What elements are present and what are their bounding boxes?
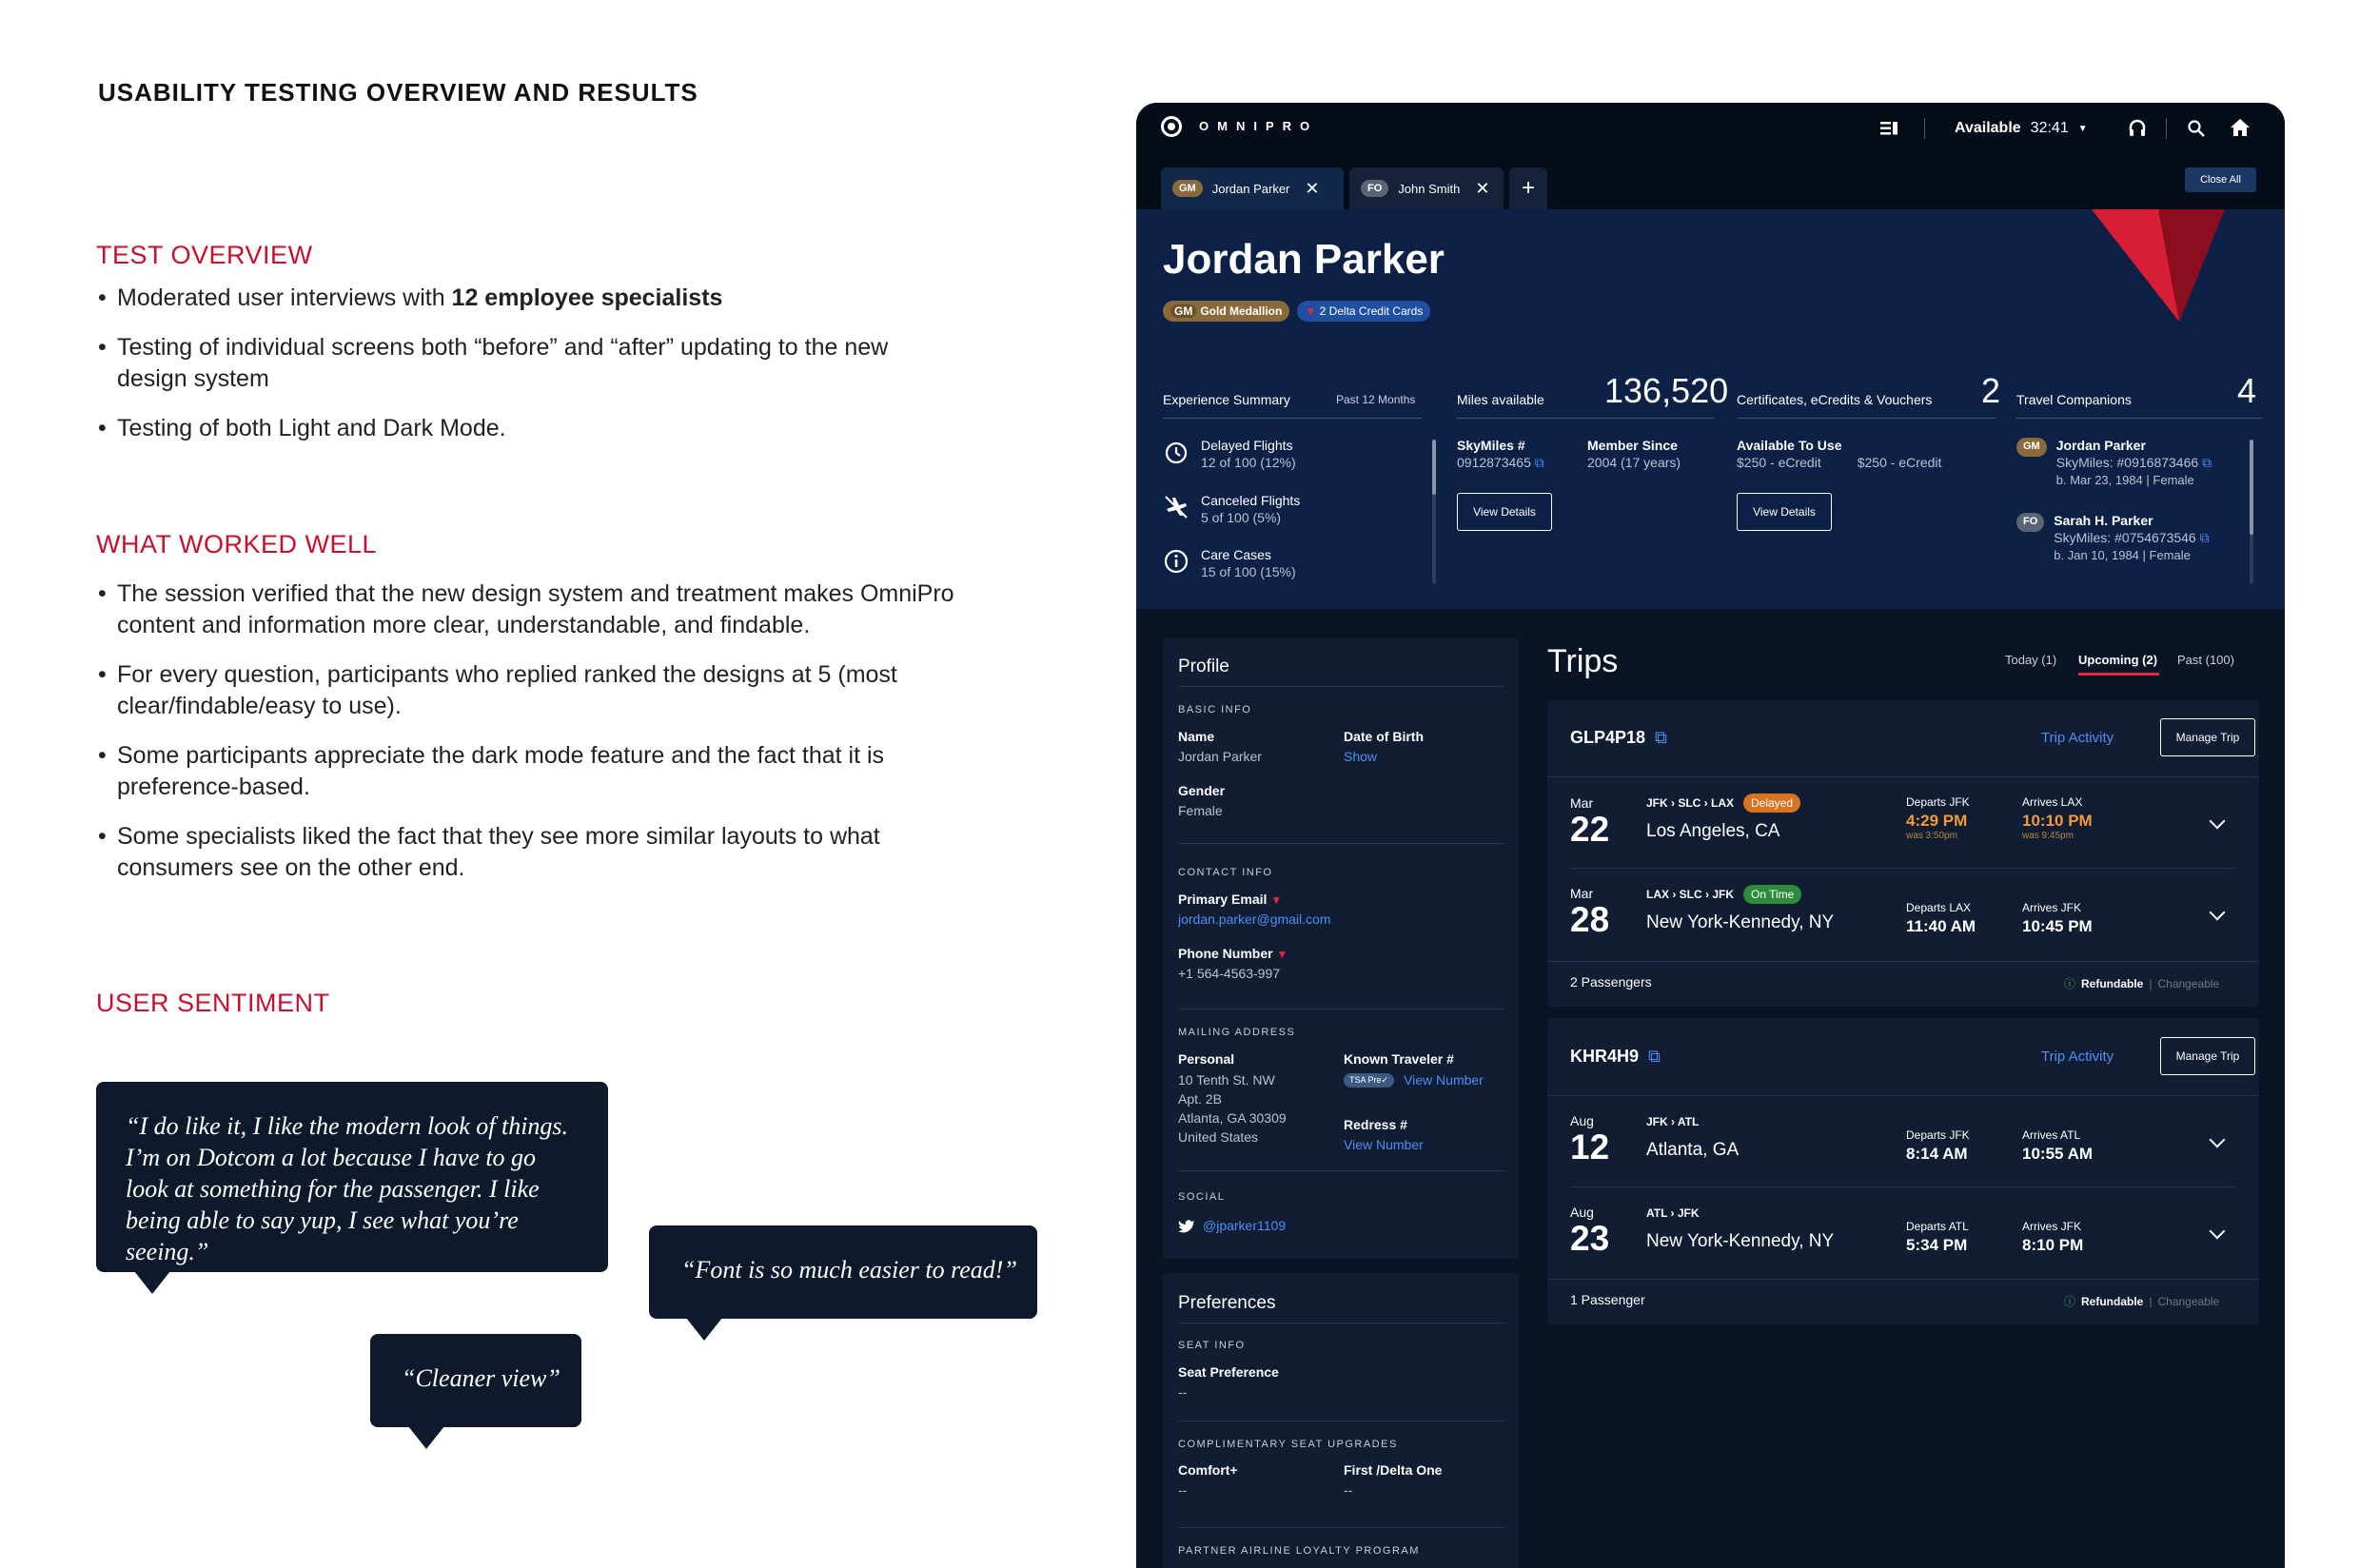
flight-date: Aug 23 xyxy=(1570,1205,1610,1258)
quote-text: “Font is so much easier to read!” xyxy=(681,1256,1017,1284)
companion-item[interactable]: GM Jordan Parker SkyMiles: #0916873466 ⧉ b. Mar 23, 1984 | Female xyxy=(2016,438,2212,487)
experience-item[interactable]: Care Cases 15 of 100 (15%) xyxy=(1201,547,1296,579)
active-filter-indicator xyxy=(2078,673,2159,676)
copy-icon[interactable]: ⧉ xyxy=(1655,728,1667,747)
passenger-count: 2 Passengers xyxy=(1570,974,1652,990)
copy-icon[interactable]: ⧉ xyxy=(1648,1047,1661,1066)
worked-item: • Some participants appreciate the dark mode feature and the fact that it is preference-based. xyxy=(98,740,935,803)
page-title: USABILITY TESTING OVERVIEW AND RESULTS xyxy=(98,78,698,107)
headset-icon[interactable] xyxy=(2128,119,2147,138)
omnipro-app xyxy=(1136,103,2285,1568)
destination-city: New York-Kennedy, NY xyxy=(1646,1231,1835,1251)
manage-trip-button[interactable]: Manage Trip xyxy=(2160,718,2255,756)
flight-date: Mar 28 xyxy=(1570,886,1610,939)
phone-field: Phone Number ▼ +1 564-4563-997 xyxy=(1178,946,1288,981)
companions-count: 4 xyxy=(2237,371,2257,410)
arrival-info: Arrives JFK 10:45 PM xyxy=(2022,901,2093,935)
customer-badges xyxy=(1163,301,1430,322)
skymiles-number: SkyMiles # 0912873465 ⧉ xyxy=(1457,438,1544,470)
worked-item: • For every question, participants who replied ranked the designs at 5 (most clear/findable/easy to use). xyxy=(98,659,935,722)
worked-item: • The session verified that the new design system and treatment makes OmniPro content and information more clear, understandable, and findable. xyxy=(98,578,1012,641)
trip-code: KHR4H9 ⧉ xyxy=(1570,1047,1661,1066)
destination-city: New York-Kennedy, NY xyxy=(1646,912,1835,932)
check-circle-icon: ⓘ xyxy=(2064,977,2076,990)
status-badge: On Time xyxy=(1743,885,1801,904)
destination-city: Atlanta, GA xyxy=(1646,1140,1740,1160)
divider xyxy=(1547,1279,2259,1280)
bubble-tail xyxy=(686,1318,722,1341)
manage-trip-button[interactable]: Manage Trip xyxy=(2160,1037,2255,1075)
profile-title: Profile xyxy=(1178,657,1229,676)
section-label: MAILING ADDRESS xyxy=(1178,1027,1296,1038)
quote-bubble-3 xyxy=(370,1334,581,1427)
trip-activity-link[interactable]: Trip Activity xyxy=(2041,1049,2114,1065)
certs-title: Certificates, eCredits & Vouchers xyxy=(1737,392,1933,407)
filter-past[interactable]: Past (100) xyxy=(2177,653,2234,667)
availability-dropdown[interactable] xyxy=(1955,120,2088,137)
email-field: Primary Email ▼ jordan.parker@gmail.com xyxy=(1178,892,1331,927)
address-field: Personal 10 Tenth St. NW Apt. 2B Atlanta, GA 30309 United States xyxy=(1178,1051,1287,1145)
list-view-icon[interactable] xyxy=(1880,121,1899,136)
delta-verified-icon: ▼ xyxy=(1270,893,1283,907)
overview-list xyxy=(98,283,1012,462)
view-redress-link[interactable]: View Number xyxy=(1344,1137,1424,1152)
filter-today[interactable]: Today (1) xyxy=(2005,653,2057,667)
available-credits: Available To Use $250 - eCredit $250 - eCredit xyxy=(1737,438,1942,470)
credit-card-badge[interactable]: ▼ 2 Delta Credit Cards xyxy=(1297,301,1430,322)
trips-title: Trips xyxy=(1547,643,1619,679)
customer-name: Jordan Parker xyxy=(1163,236,1445,283)
fare-rules: ⓘ Refundable | Changeable xyxy=(2064,1294,2220,1308)
quote-text: “I do like it, I like the modern look of things. I’m on Dotcom a lot because I have to go look at something for the passenger. I like being able to say yup, I see what you’re seeing.” xyxy=(126,1112,569,1265)
experience-period: Past 12 Months xyxy=(1336,393,1416,406)
companions-title: Travel Companions xyxy=(2016,392,2132,407)
experience-title: Experience Summary xyxy=(1163,392,1290,407)
timer: 32:41 xyxy=(2030,120,2069,136)
divider xyxy=(1737,418,1996,419)
redress-field: Redress # View Number xyxy=(1344,1117,1424,1152)
bubble-tail xyxy=(134,1271,170,1294)
tab-label: John Smith xyxy=(1398,181,1461,196)
miles-title: Miles available xyxy=(1457,392,1544,407)
flight-date: Mar 22 xyxy=(1570,795,1610,849)
arrival-info: Arrives ATL 10:55 AM xyxy=(2022,1128,2094,1163)
gender-field: Gender Female xyxy=(1178,783,1226,818)
worked-heading: WHAT WORKED WELL xyxy=(96,530,378,559)
section-label: COMPLIMENTARY SEAT UPGRADES xyxy=(1178,1439,1398,1450)
divider xyxy=(1178,1527,1505,1528)
tier-chip: FO xyxy=(1361,180,1388,197)
search-icon[interactable] xyxy=(2187,119,2206,138)
flight-cancelled-icon xyxy=(1163,494,1190,520)
preferences-title: Preferences xyxy=(1178,1293,1276,1313)
scrollbar-thumb[interactable] xyxy=(2250,440,2253,535)
add-tab-button[interactable] xyxy=(1509,167,1547,209)
section-label: CONTACT INFO xyxy=(1178,867,1273,878)
divider xyxy=(1178,843,1505,844)
experience-item[interactable]: Delayed Flights 12 of 100 (12%) xyxy=(1201,438,1296,470)
destination-city: Los Angeles, CA xyxy=(1646,821,1780,841)
copy-icon[interactable]: ⧉ xyxy=(2199,530,2210,545)
view-ktn-link[interactable]: View Number xyxy=(1404,1072,1484,1088)
close-icon[interactable]: ✕ xyxy=(1305,178,1320,198)
divider xyxy=(1570,1186,2236,1187)
divider xyxy=(2166,118,2167,139)
departure-info: Departs JFK 8:14 AM xyxy=(1906,1128,1970,1163)
certs-view-details-button[interactable]: View Details xyxy=(1737,493,1832,531)
check-circle-icon: ⓘ xyxy=(2064,1295,2076,1308)
divider xyxy=(1457,418,1714,419)
overview-item: • Moderated user interviews with 12 employee specialists xyxy=(98,283,1012,314)
companion-item[interactable]: FO Sarah H. Parker SkyMiles: #0754673546 ⧉ b. Jan 10, 1984 | Female xyxy=(2016,513,2210,562)
member-since: Member Since 2004 (17 years) xyxy=(1587,438,1681,470)
passenger-count: 1 Passenger xyxy=(1570,1292,1645,1307)
departure-info: Departs LAX 11:40 AM xyxy=(1906,901,1976,935)
comfort-field: Comfort+ -- xyxy=(1178,1462,1238,1498)
divider xyxy=(1178,686,1505,687)
departure-info: Departs JFK 4:29 PM was 3:50pm xyxy=(1906,795,1970,841)
chevron-down-icon: ▼ xyxy=(2077,123,2088,134)
quote-text: “Cleaner view” xyxy=(402,1364,560,1392)
tsa-precheck-icon: TSA Pre✓ xyxy=(1344,1073,1394,1088)
dob-field: Date of Birth Show xyxy=(1344,729,1424,764)
divider xyxy=(1547,776,2259,777)
delta-logo-icon xyxy=(2092,209,2225,323)
tier-badge: GM Gold Medallion xyxy=(1163,301,1289,322)
show-dob-link[interactable]: Show xyxy=(1344,749,1378,764)
divider xyxy=(1924,118,1925,139)
divider xyxy=(1570,868,2236,869)
fare-rules: ⓘ Refundable | Changeable xyxy=(2064,976,2220,990)
email-link[interactable]: jordan.parker@gmail.com xyxy=(1178,911,1331,927)
omnipro-logo-icon xyxy=(1161,116,1182,137)
copy-icon[interactable]: ⧉ xyxy=(1534,455,1544,470)
bubble-tail xyxy=(408,1426,444,1449)
close-all-button[interactable]: Close All xyxy=(2185,167,2256,192)
divider xyxy=(1163,418,1422,419)
arrival-info: Arrives LAX 10:10 PM was 9:45pm xyxy=(2022,795,2093,841)
miles-view-details-button[interactable]: View Details xyxy=(1457,493,1552,531)
tab-john-smith[interactable] xyxy=(1349,167,1504,209)
trip-code: GLP4P18 ⧉ xyxy=(1570,728,1667,747)
flight-route: ATL › JFK xyxy=(1646,1206,1700,1220)
overview-item: • Testing of both Light and Dark Mode. xyxy=(98,413,1012,444)
section-label: BASIC INFO xyxy=(1178,704,1252,715)
plus-icon: + xyxy=(1521,175,1535,201)
status-label: Available xyxy=(1955,120,2021,136)
overview-heading: TEST OVERVIEW xyxy=(96,241,313,269)
section-label: SOCIAL xyxy=(1178,1191,1226,1203)
flight-date: Aug 12 xyxy=(1570,1113,1610,1166)
section-label: PARTNER AIRLINE LOYALTY PROGRAM xyxy=(1178,1545,1420,1557)
worked-item: • Some specialists liked the fact that they see more similar layouts to what consumers see on the other end. xyxy=(98,821,935,884)
flight-route: JFK › SLC › LAX Delayed xyxy=(1646,794,1800,813)
miles-value: 136,520 xyxy=(1604,371,1729,410)
tab-label: Jordan Parker xyxy=(1211,181,1290,196)
filter-upcoming[interactable]: Upcoming (2) xyxy=(2078,653,2158,667)
flight-route: JFK › ATL xyxy=(1646,1115,1700,1128)
tab-jordan-parker[interactable] xyxy=(1161,167,1344,209)
worked-list xyxy=(98,578,1012,902)
section-label: SEAT INFO xyxy=(1178,1340,1246,1351)
experience-item[interactable]: Canceled Flights 5 of 100 (5%) xyxy=(1201,493,1301,525)
certs-count: 2 xyxy=(1981,371,2001,410)
sentiment-heading: USER SENTIMENT xyxy=(96,989,330,1017)
first-class-field: First /Delta One -- xyxy=(1344,1462,1443,1498)
delta-verified-icon: ▼ xyxy=(1276,948,1288,961)
trip-activity-link[interactable]: Trip Activity xyxy=(2041,730,2114,746)
divider xyxy=(1178,1170,1505,1171)
quote-bubble-1 xyxy=(96,1082,608,1272)
info-icon xyxy=(1163,548,1190,575)
twitter-handle[interactable]: @jparker1109 xyxy=(1178,1218,1286,1233)
app-logo-text: OMNIPRO xyxy=(1199,119,1319,133)
home-icon[interactable] xyxy=(2230,118,2251,137)
close-icon[interactable]: ✕ xyxy=(1475,178,1490,198)
name-field: Name Jordan Parker xyxy=(1178,729,1262,764)
twitter-icon xyxy=(1178,1219,1195,1233)
delta-widget-icon: ▼ xyxy=(1305,304,1317,318)
departure-info: Departs ATL 5:34 PM xyxy=(1906,1220,1969,1254)
overview-item: • Testing of individual screens both “before” and “after” updating to the new design system xyxy=(98,332,945,395)
divider xyxy=(1547,961,2259,962)
arrival-info: Arrives JFK 8:10 PM xyxy=(2022,1220,2084,1254)
seat-preference-field: Seat Preference -- xyxy=(1178,1364,1279,1400)
scrollbar-thumb[interactable] xyxy=(1432,440,1436,495)
status-badge: Delayed xyxy=(1743,794,1800,813)
known-traveler-field: Known Traveler # TSA Pre✓ View Number xyxy=(1344,1051,1484,1088)
divider xyxy=(1547,1095,2259,1096)
quote-bubble-2 xyxy=(649,1225,1037,1319)
tier-chip: GM xyxy=(1172,180,1203,197)
divider xyxy=(2016,418,2262,419)
clock-history-icon xyxy=(1163,440,1190,466)
flight-route: LAX › SLC › JFK On Time xyxy=(1646,885,1801,904)
copy-icon[interactable]: ⧉ xyxy=(2202,455,2212,470)
